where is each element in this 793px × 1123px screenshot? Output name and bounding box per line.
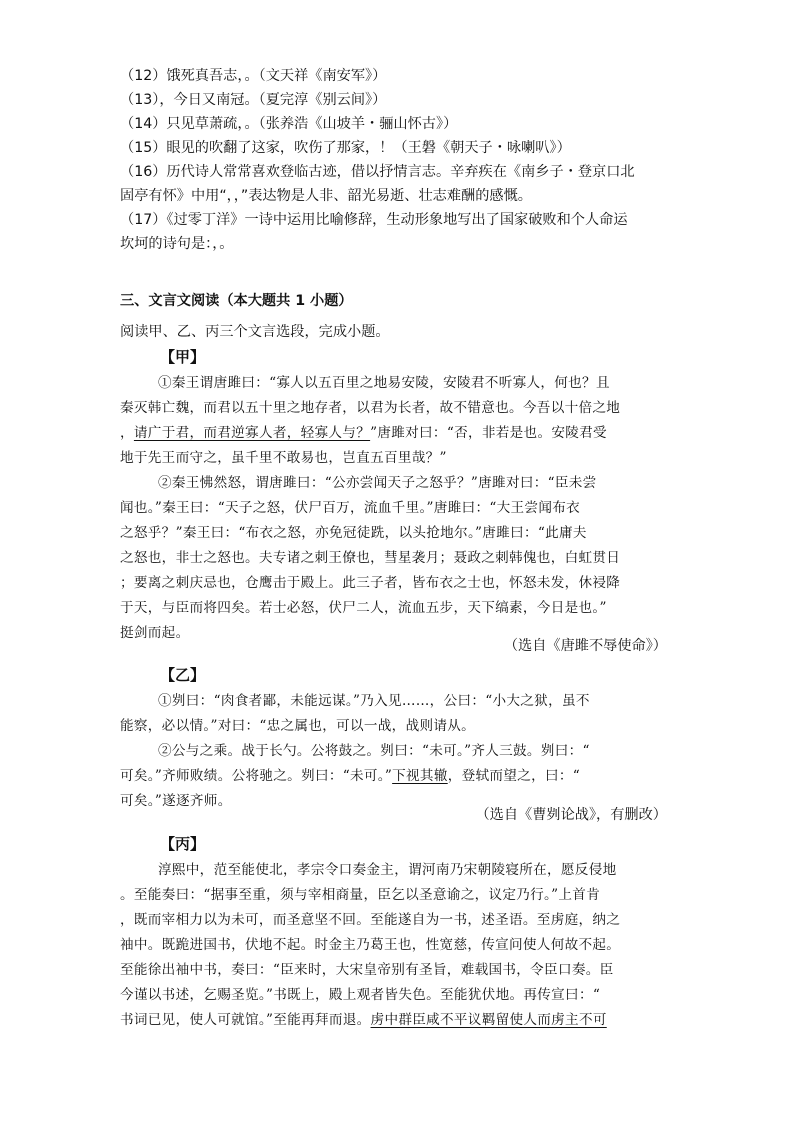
question-17-line2: 坎坷的诗句是：，。 [120,236,234,252]
question-14: （14）只见草萧疏，。（张养浩《山坡羊・骊山怀古》） [120,116,458,132]
jia-p2-line2: 闻也。”秦王曰：“天子之怒，伏尸百万，流血千里。”唐雎曰：“大王尝闻布衣 [120,500,580,516]
bing-line6: 今谨以书述，乞赐圣览。”书既上，殿上观者皆失色。至能犹伏地。再传宣曰：“ [120,987,601,1003]
jia-p2-line1: ②秦王怫然怒，谓唐雎曰：“公亦尝闻天子之怒乎？”唐雎对曰：“臣未尝 [158,475,597,491]
question-12: （12）饿死真吾志，。（文天祥《南安军》） [120,68,387,84]
yi-p2-line3: 可矣。”遂逐齐师。 [120,793,232,809]
yi-underlined-phrase: 下视其辙 [392,768,448,784]
jia-p2-line5: ；要离之刺庆忌也，仓鹰击于殿上。此三子者，皆布衣之士也，怀怒未发，休祲降 [120,575,621,591]
jia-p2-line6: 于天，与臣而将四矣。若士必怒，伏尸二人，流血五步，天下缟素，今日是也。” [120,600,607,616]
bing-line1: 淳熙中，范至能使北，孝宗令口奏金主，谓河南乃宋朝陵寝所在，愿反侵地 [158,862,617,878]
jia-p2-line4: 之怒也，非士之怒也。夫专诸之刺王僚也，彗星袭月；聂政之刺韩傀也，白虹贯日 [120,550,621,566]
yi-source: （选自《曹刿论战》，有删改） [475,807,667,823]
passage-jia-label: 【甲】 [160,348,206,366]
question-16-line2: 固亭有怀》中用“，，”表达物是人非、韶光易逝、壮志难酬的感慨。 [120,188,532,204]
passage-yi-label: 【乙】 [160,666,206,684]
bing-line5: 至能徐出袖中书，奏曰：“臣来时，大宋皇帝别有圣旨，难载国书，令臣口奏。臣 [120,962,614,978]
jia-p1-line4: 地于先王而守之，虽千里不敢易也，岂直五百里哉？” [120,450,447,466]
jia-underlined-sentence: 请广于君，而君逆寡人者，轻寡人与？ [133,425,371,441]
yi-p2-line2: 可矣。”齐师败绩。公将驰之。刿曰：“未可。”下视其辙，登轼而望之，曰：“ [120,768,581,784]
jia-p1-line3: ，请广于君，而君逆寡人者，轻寡人与？”唐雎对曰：“否，非若是也。安陵君受 [120,425,607,441]
jia-p1-line1: ①秦王谓唐雎曰：“寡人以五百里之地易安陵，安陵君不听寡人，何也？且 [158,375,610,391]
question-17-line1: （17）《过零丁洋》一诗中运用比喻修辞，生动形象地写出了国家破败和个人命运 [120,212,628,228]
bing-line3: ，既而宰相力以为未可，而圣意坚不回。至能遂自为一书，述圣语。至虏庭，纳之 [120,912,621,928]
bing-line2: 。至能奏曰：“据事至重，须与宰相商量，臣乞以圣意谕之，议定乃行。”上首肯 [120,887,601,903]
question-15: （15）眼见的吹翻了这家，吹伤了那家，！（王磐《朝天子・咏喇叭》） [120,140,571,156]
question-16-line1: （16）历代诗人常常喜欢登临古迹，借以抒情言志。辛弃疾在《南乡子・登京口北 [120,164,635,180]
jia-source: （选自《唐雎不辱使命》） [503,638,667,654]
yi-p1-line2: 能察，必以情。”对曰：“忠之属也，可以一战，战则请从。 [120,718,476,734]
section-heading: 三、文言文阅读（本大题共 1 小题） [120,293,353,309]
bing-line4: 袖中。既跪进国书，伏地不起。时金主乃葛王也，性宽慈，传宣问使人何故不起。 [120,937,621,953]
jia-p2-line3: 之怒乎？”秦王曰：“布衣之怒，亦免冠徒跣，以头抢地尔。”唐雎曰：“此庸夫 [120,525,587,541]
passage-bing-label: 【丙】 [160,835,206,853]
bing-underlined-sentence: 虏中群臣咸不平议羁留使人而虏主不可 [370,1012,607,1028]
yi-p2-line1: ②公与之乘。战于长勺。公将鼓之。刿曰：“未可。”齐人三鼓。刿曰：“ [158,743,590,759]
jia-p2-line7: 挺剑而起。 [120,625,190,641]
question-13: （13），今日又南冠。（夏完淳《别云间》） [120,92,387,108]
yi-p1-line1: ①刿曰：“肉食者鄙，未能远谋。”乃入见……，公曰：“小大之狱，虽不 [158,693,590,709]
section-instruction: 阅读甲、乙、丙三个文言选段，完成小题。 [120,324,390,340]
bing-line7: 书词已见，使人可就馆。”至能再拜而退。虏中群臣咸不平议羁留使人而虏主不可 [120,1012,607,1028]
jia-p1-line2: 秦灭韩亡魏，而君以五十里之地存者，以君为长者，故不错意也。今吾以十倍之地 [120,400,621,416]
